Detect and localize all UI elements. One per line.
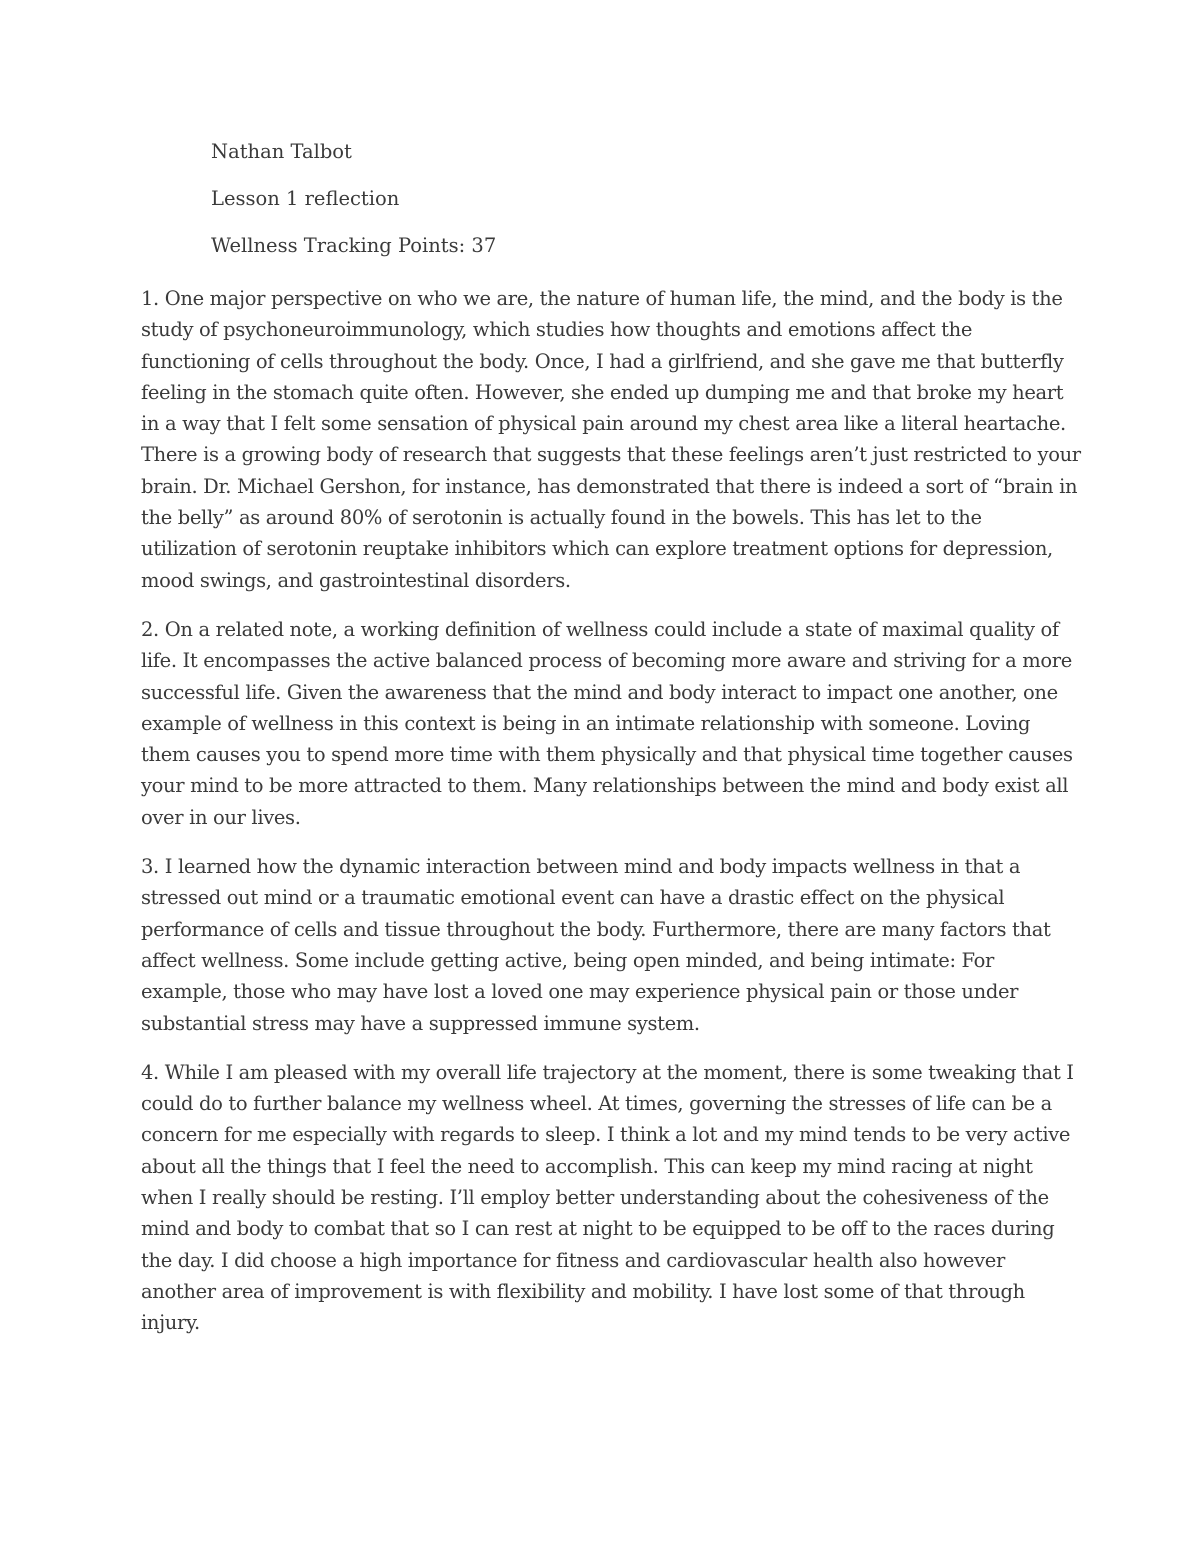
document-header (211, 140, 1011, 281)
paragraph-line: about all the things that I feel the need to accomplish. This can keep my mind racing at night (141, 1154, 1033, 1178)
paragraph-line: substantial stress may have a suppressed immune system. (141, 1011, 700, 1035)
paragraph-line: them causes you to spend more time with them physically and that physical time together causes (141, 743, 1073, 767)
paragraph-line: performance of cells and tissue throughout the body. Furthermore, there are many factors that (141, 917, 1051, 941)
paragraph-line: stressed out mind or a traumatic emotional event can have a drastic effect on the physical (141, 886, 1005, 910)
paragraph-4 (141, 1057, 1076, 1339)
paragraph-line: your mind to be more attracted to them. Many relationships between the mind and body exist all (141, 774, 1069, 798)
paragraph-line: over in our lives. (141, 805, 301, 829)
paragraph-line: example of wellness in this context is being in an intimate relationship with someone. Loving (141, 711, 1031, 735)
paragraph-line: brain. Dr. Michael Gershon, for instance, has demonstrated that there is indeed a sort of “brain in (141, 474, 1078, 498)
paragraph-3 (141, 851, 1076, 1039)
paragraph-line: life. It encompasses the active balanced process of becoming more aware and striving for a more (141, 649, 1072, 673)
paragraph-line: 1. One major perspective on who we are, the nature of human life, the mind, and the body is the (141, 287, 1063, 310)
paragraph-line: example, those who may have lost a loved one may experience physical pain or those under (141, 980, 1019, 1004)
paragraph-line: when I really should be resting. I’ll employ better understanding about the cohesiveness of the (141, 1186, 1049, 1210)
paragraph-2 (141, 614, 1076, 833)
paragraph-line: utilization of serotonin reuptake inhibitors which can explore treatment options for depression, (141, 537, 1053, 561)
paragraph-line: There is a growing body of research that suggests that these feelings aren’t just restricted to your (141, 443, 1081, 467)
paragraph-line: 3. I learned how the dynamic interaction between mind and body impacts wellness in that a (141, 855, 1021, 879)
paragraph-line: in a way that I felt some sensation of physical pain around my chest area like a literal heartache. (141, 412, 1066, 436)
paragraph-line: the belly” as around 80% of serotonin is actually found in the bowels. This has let to the (141, 506, 982, 530)
paragraph-line: feeling in the stomach quite often. However, she ended up dumping me and that broke my heart (141, 380, 1064, 404)
author-name: Nathan Talbot (211, 140, 352, 163)
paragraph-line: concern for me especially with regards to sleep. I think a lot and my mind tends to be very active (141, 1123, 1071, 1147)
paragraph-line: affect wellness. Some include getting active, being open minded, and being intimate: For (141, 948, 995, 972)
document-body (141, 283, 1081, 1357)
assignment-title: Lesson 1 reflection (211, 187, 400, 210)
paragraph-line: could do to further balance my wellness wheel. At times, governing the stresses of life can be a (141, 1092, 1052, 1116)
paragraph-line: injury. (141, 1311, 200, 1335)
tracking-points: Wellness Tracking Points: 37 (211, 234, 497, 257)
paragraph-line: 4. While I am pleased with my overall life trajectory at the moment, there is some tweaking that I (141, 1060, 1074, 1084)
paragraph-line: the day. I did choose a high importance for fitness and cardiovascular health also however (141, 1248, 1005, 1272)
paragraph-line: successful life. Given the awareness that the mind and body interact to impact one another, one (141, 680, 1058, 704)
paragraph-line: mood swings, and gastrointestinal disorders. (141, 568, 571, 592)
paragraph-line: functioning of cells throughout the body. Once, I had a girlfriend, and she gave me that butterfly (141, 349, 1064, 373)
paragraph-line: mind and body to combat that so I can rest at night to be equipped to be off to the races during (141, 1217, 1055, 1241)
paragraph-line: another area of improvement is with flexibility and mobility. I have lost some of that through (141, 1279, 1025, 1303)
paragraph-line: study of psychoneuroimmunology, which studies how thoughts and emotions affect the (141, 318, 973, 342)
paragraph-1 (141, 283, 1081, 596)
paragraph-line: 2. On a related note, a working definition of wellness could include a state of maximal quality of (141, 617, 1059, 641)
